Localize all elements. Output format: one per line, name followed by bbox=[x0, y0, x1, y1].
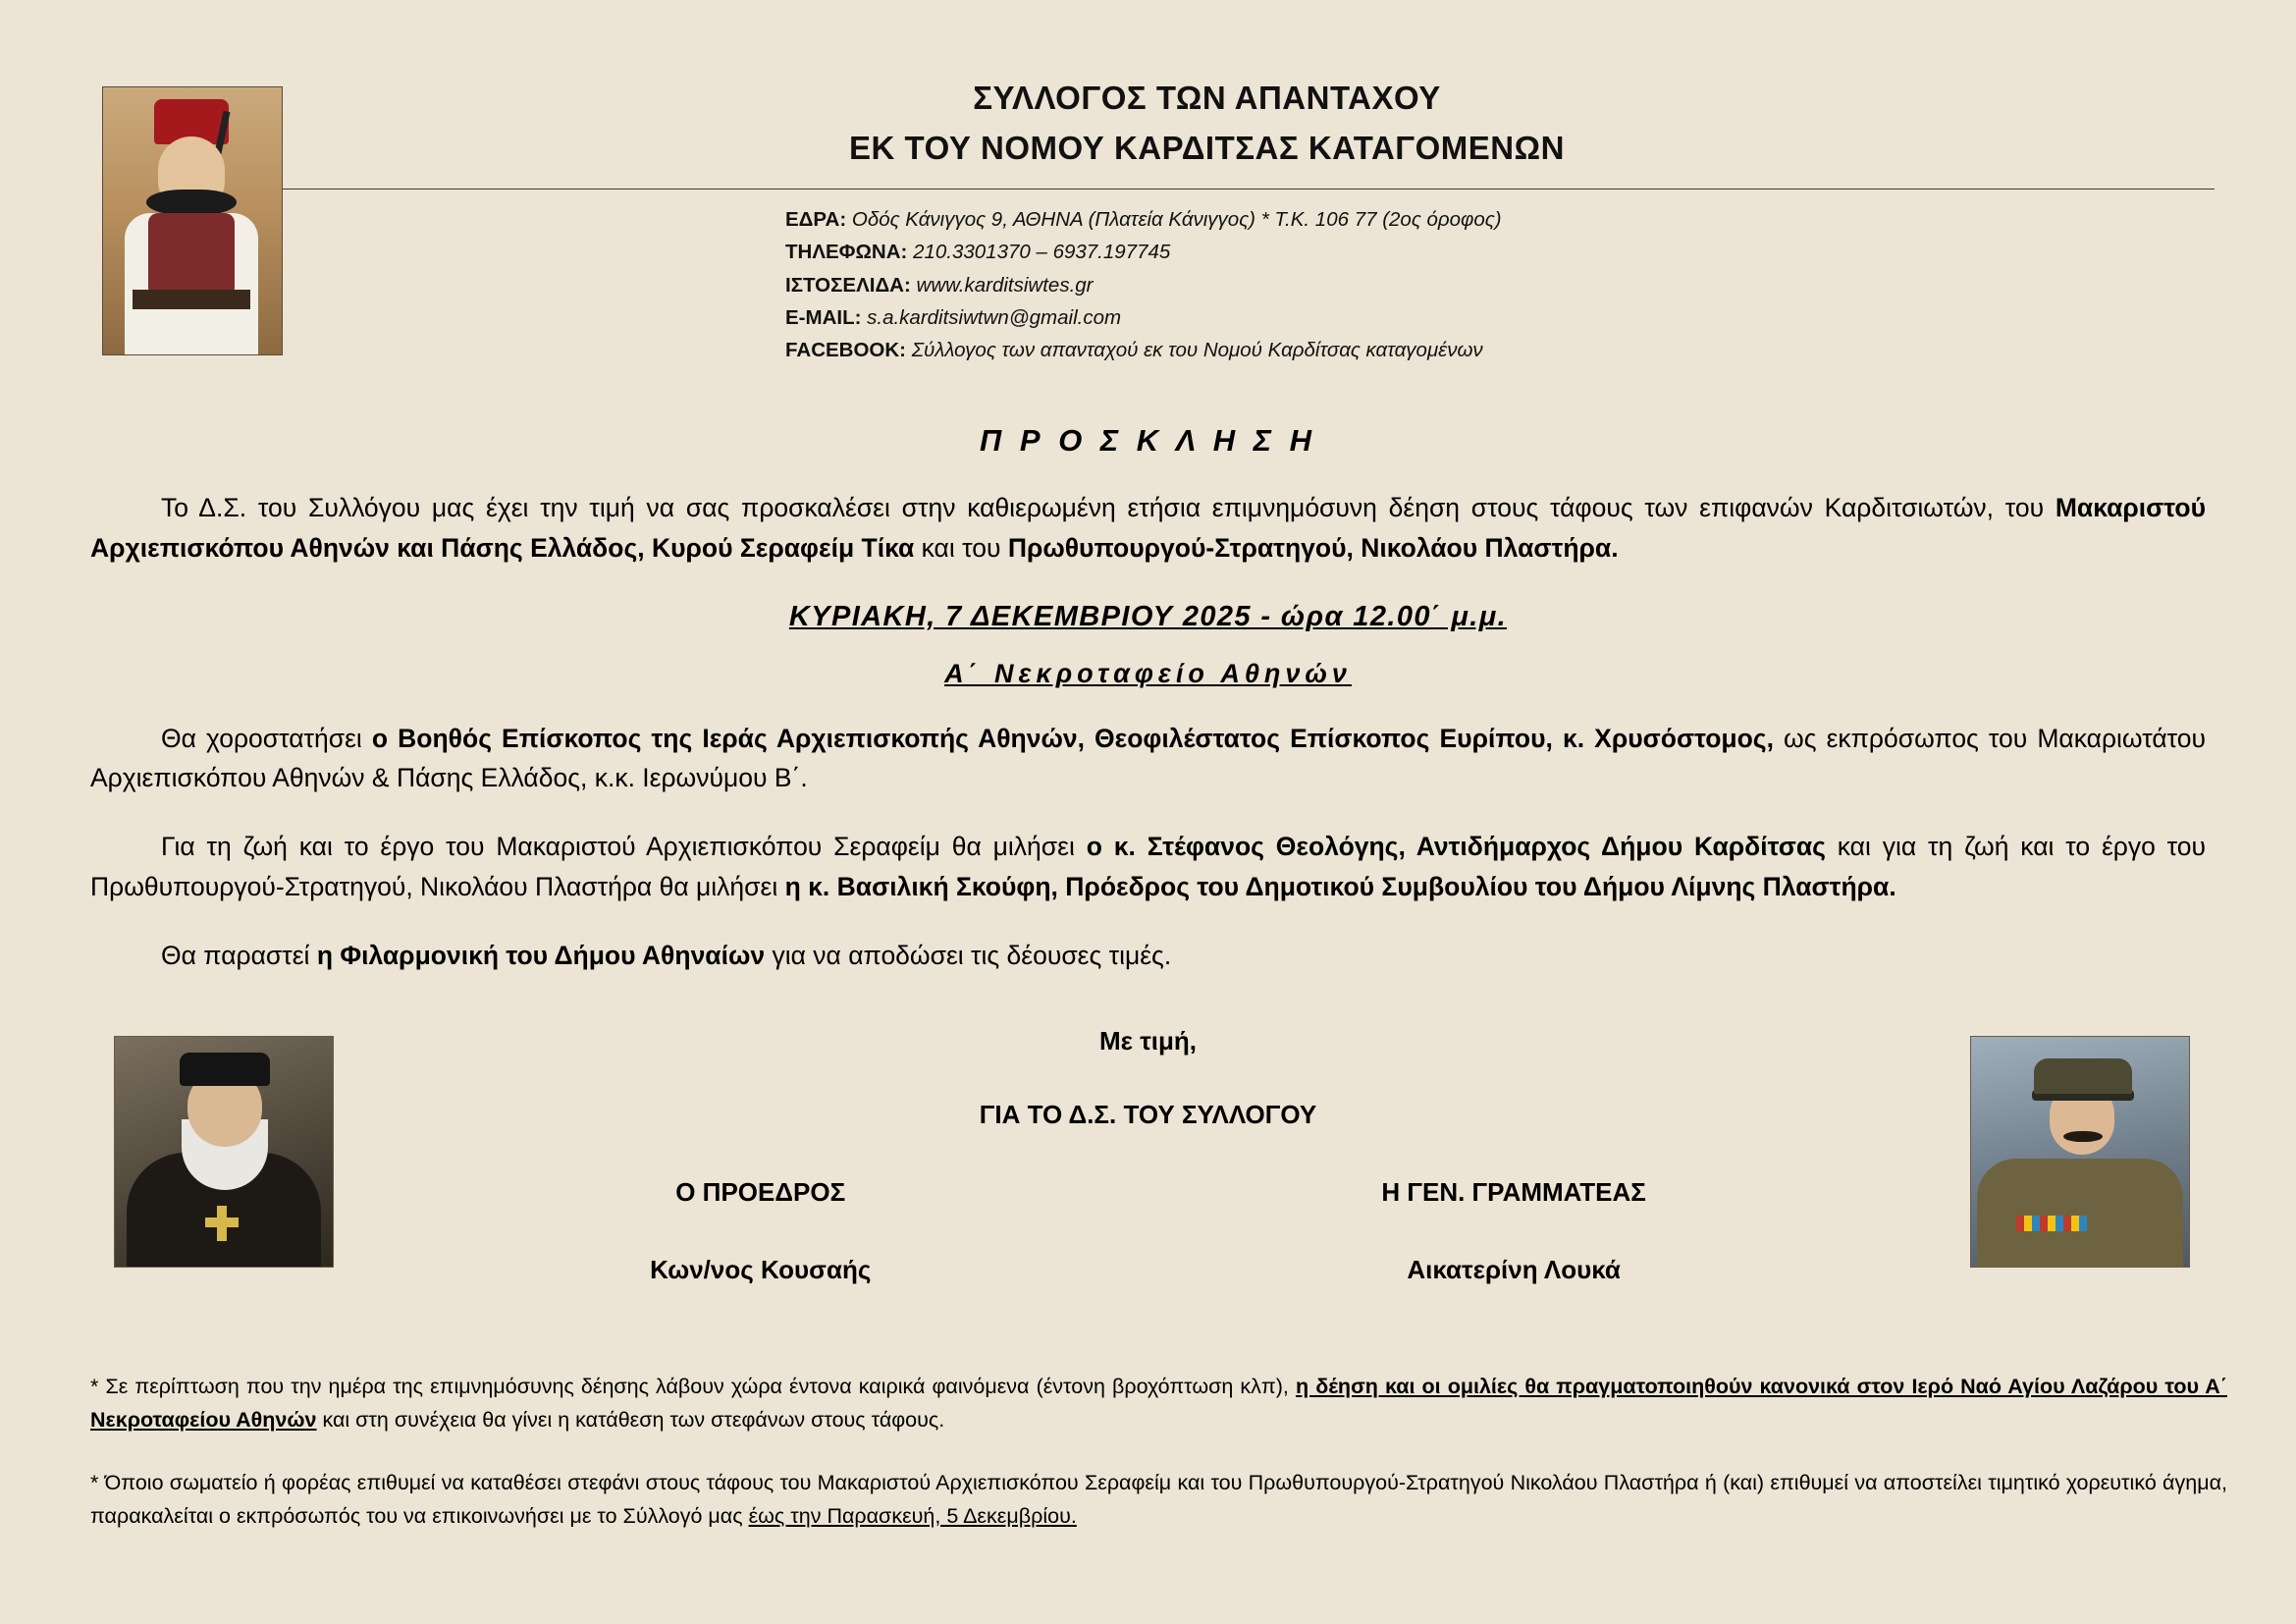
contact-email-value[interactable]: s.a.karditsiwtwn@gmail.com bbox=[867, 305, 1122, 329]
contact-website-value[interactable]: www.karditsiwtes.gr bbox=[916, 273, 1094, 297]
paragraph1-bold2: Πρωθυπουργού-Στρατηγού, Νικολάου Πλαστήρα. bbox=[1007, 532, 1619, 563]
with-honor-text: Με τιμή, bbox=[1098, 1026, 1198, 1056]
paragraph-officiant bbox=[90, 719, 2206, 798]
invitation-title: Π Ρ Ο Σ Κ Λ Η Σ Η bbox=[979, 423, 1317, 459]
footnote-weather bbox=[90, 1371, 2227, 1437]
paragraph-speakers bbox=[90, 827, 2206, 906]
organization-title-block bbox=[0, 73, 2296, 173]
emblem-moustache bbox=[146, 189, 237, 215]
contact-phone-row bbox=[785, 236, 2296, 268]
signature-area bbox=[0, 1026, 2296, 1321]
general-cap bbox=[2034, 1058, 2132, 1094]
paragraph3-bold2: η κ. Βασιλική Σκούφη, Πρόεδρος του Δημοτικού Συμβουλίου του Δήμου Λίμνης Πλαστήρα. bbox=[784, 871, 1896, 901]
archbishop-cross-horizontal bbox=[205, 1218, 239, 1227]
paragraph1-bold1: Μακαριστού Αρχιεπισκόπου Αθηνών και Πάσης Ελλάδος, Κυρού Σεραφείμ Τίκα bbox=[90, 493, 2206, 563]
paragraph4-text2: για να αποδώσει τις δέουσες τιμές. bbox=[765, 940, 1172, 970]
for-the-board-text: ΓΙΑ ΤΟ Δ.Σ. ΤΟΥ ΣΥΛΛΟΓΟΥ bbox=[979, 1100, 1317, 1130]
president-role: Ο ΠΡΟΕΔΡΟΣ bbox=[675, 1177, 846, 1208]
contact-website-row bbox=[785, 269, 2296, 301]
paragraph2-text1: Θα χοροστατήσει bbox=[161, 723, 372, 753]
paragraph4-text1: Θα παραστεί bbox=[161, 940, 317, 970]
contact-phone-label: ΤΗΛΕΦΩΝΑ: bbox=[785, 241, 908, 264]
paragraph-invitation bbox=[90, 488, 2206, 568]
footnotes bbox=[90, 1371, 2227, 1534]
paragraph2-text2: ως εκπρόσωπος του Μακαριωτάτου Αρχιεπισκόπου Αθηνών & Πάσης Ελλάδος, κ.κ. Ιερωνύμου Β΄. bbox=[90, 723, 2206, 793]
document-header bbox=[0, 0, 2296, 366]
contact-details bbox=[785, 203, 2296, 366]
contact-facebook-row bbox=[785, 334, 2296, 366]
archbishop-photo bbox=[114, 1036, 334, 1268]
contact-address-row bbox=[785, 203, 2296, 236]
secretary-name: Αικατερίνη Λουκά bbox=[1407, 1255, 1621, 1285]
footnote1-underlined: η δέηση και οι ομιλίες θα πραγματοποιηθούν κανονικά στον Ιερό Ναό Αγίου Λαζάρου του Α΄ Νεκροταφείου Αθηνών bbox=[90, 1375, 2227, 1433]
paragraph2-bold1: ο Βοηθός Επίσκοπος της Ιεράς Αρχιεπισκοπής Αθηνών, Θεοφιλέστατος Επίσκοπος Ευρίπου, κ. Χρυσόστομος, bbox=[371, 723, 1774, 753]
document-body bbox=[0, 423, 2296, 1321]
footnote2-underlined: έως την Παρασκευή, 5 Δεκεμβρίου. bbox=[748, 1504, 1077, 1529]
footnote2-text1: * Όποιο σωματείο ή φορέας επιθυμεί να καταθέσει στεφάνι στους τάφους του Μακαριστού Αρχιεπισκόπου Σεραφείμ και του Πρωθυπουργού-Στρατηγού Νικολάου Πλαστήρα ή (και) επιθυμεί να αποστείλει τιμητικό χορευτικό άγημα, παρακαλείται ο εκπρόσωπός του να επικοινωνήσει με το Σύλλογό μας bbox=[90, 1471, 2227, 1529]
contact-email-row bbox=[785, 301, 2296, 334]
archbishop-kalimavkion bbox=[180, 1053, 270, 1086]
general-moustache bbox=[2063, 1131, 2103, 1142]
emblem-belt bbox=[133, 290, 250, 309]
emblem-vest bbox=[148, 213, 235, 298]
president-signature bbox=[650, 1177, 871, 1285]
contact-address-value: Οδός Κάνιγγος 9, ΑΘΗΝΑ (Πλατεία Κάνιγγος) * Τ.Κ. 106 77 (2ος όροφος) bbox=[851, 208, 1502, 232]
contact-phone-value: 210.3301370 – 6937.197745 bbox=[913, 241, 1171, 264]
contact-website-label: ΙΣΤΟΣΕΛΙΔΑ: bbox=[785, 273, 911, 297]
event-place-underline: Α΄ Νεκροταφείο Αθηνών bbox=[944, 658, 1352, 688]
paragraph-band bbox=[90, 936, 2206, 975]
contact-email-label: E-MAIL: bbox=[785, 305, 862, 329]
paragraph4-bold1: η Φιλαρμονική του Δήμου Αθηναίων bbox=[316, 940, 766, 970]
event-place-line bbox=[0, 659, 2296, 689]
president-name: Κων/νος Κουσαής bbox=[650, 1255, 872, 1285]
signature-columns bbox=[0, 1177, 2296, 1285]
paragraph3-text2: και για τη ζωή και το έργο του Πρωθυπουργού-Στρατηγού, Νικολάου Πλαστήρα θα μιλήσει bbox=[90, 832, 2207, 901]
event-date-underline: ΚΥΡΙΑΚΗ, 7 ΔΕΚΕΜΒΡΙΟΥ 2025 - ώρα 12.00΄ μ.μ. bbox=[788, 600, 1508, 632]
secretary-role: Η ΓΕΝ. ΓΡΑΜΜΑΤΕΑΣ bbox=[1381, 1177, 1646, 1208]
paragraph1-text2: και του bbox=[914, 532, 1008, 563]
secretary-signature bbox=[1381, 1177, 1646, 1285]
association-emblem-image bbox=[102, 86, 283, 355]
paragraph3-text1: Για τη ζωή και το έργο του Μακαριστού Αρχιεπισκόπου Σεραφείμ θα μιλήσει bbox=[161, 832, 1087, 862]
general-tunic bbox=[1977, 1159, 2183, 1268]
footnote-wreaths bbox=[90, 1467, 2227, 1534]
footnote1-text1: * Σε περίπτωση που την ημέρα της επιμνημόσυνης δέησης λάβουν χώρα έντονα καιρικά φαινόμενα (έντονη βροχόπτωση κλπ), bbox=[90, 1375, 1296, 1399]
contact-address-label: ΕΔΡΑ: bbox=[785, 208, 847, 232]
organization-title-line2: ΕΚ ΤΟΥ ΝΟΜΟΥ ΚΑΡΔΙΤΣΑΣ ΚΑΤΑΓΟΜΕΝΩΝ bbox=[849, 130, 1565, 167]
organization-title-line1: ΣΥΛΛΟΓΟΣ ΤΩΝ ΑΠΑΝΤΑΧΟΥ bbox=[973, 80, 1441, 116]
event-date-line bbox=[0, 601, 2296, 633]
general-medal-ribbons bbox=[2016, 1216, 2087, 1231]
paragraph1-text1: Το Δ.Σ. του Συλλόγου μας έχει την τιμή να σας προσκαλέσει στην καθιερωμένη ετήσια επιμνημόσυνη δέηση στους τάφους των επιφανών Καρδιτσιωτών, του bbox=[161, 493, 2056, 523]
general-photo bbox=[1970, 1036, 2190, 1268]
contact-facebook-value[interactable]: Σύλλογος των απανταχού εκ του Νομού Καρδίτσας καταγομένων bbox=[911, 339, 1483, 362]
footnote1-text2: και στη συνέχεια θα γίνει η κατάθεση των στεφάνων στους τάφους. bbox=[316, 1408, 945, 1433]
paragraph3-bold1: ο κ. Στέφανος Θεολόγης, Αντιδήμαρχος Δήμου Καρδίτσας bbox=[1086, 832, 1826, 862]
signature-heading bbox=[0, 1026, 2296, 1130]
contact-facebook-label: FACEBOOK: bbox=[785, 339, 906, 362]
